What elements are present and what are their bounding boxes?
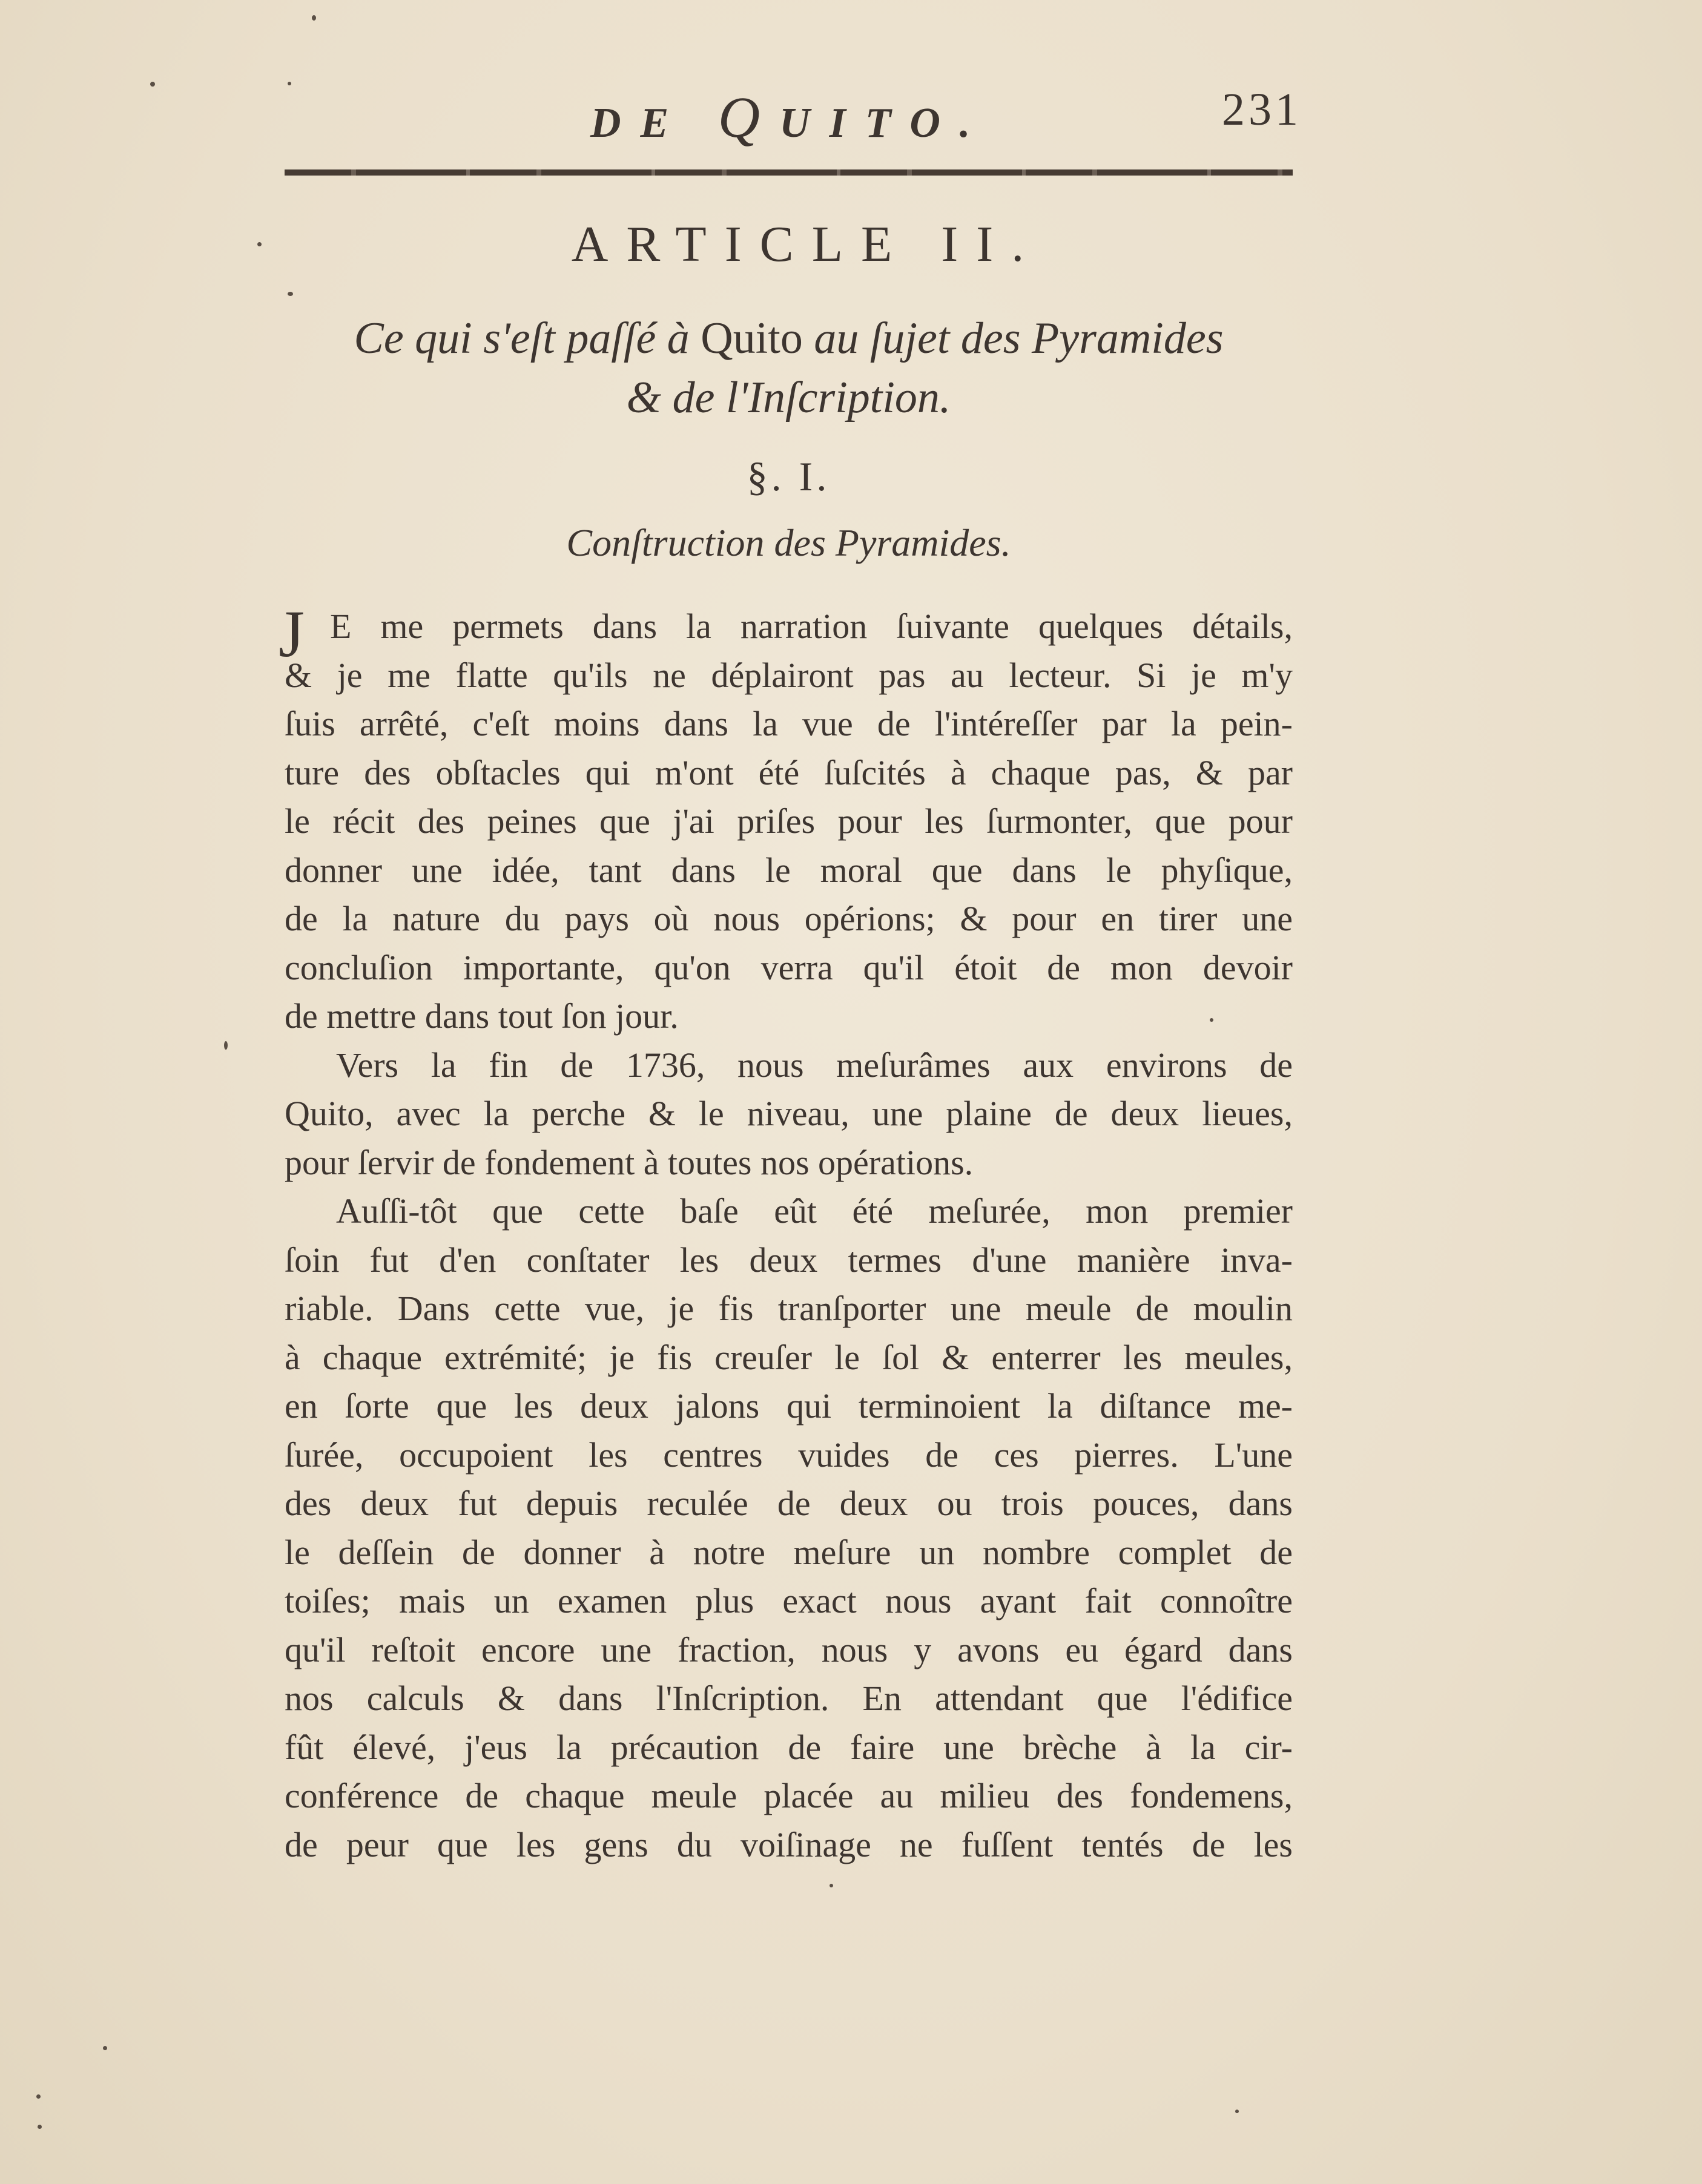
text-line: ſurée, occupoient les centres vuides de ces pierres. L'une [285,1435,1293,1475]
subtitle-place: Quito [701,314,803,363]
running-title-pre: DE [590,100,718,146]
section-mark: §. I. [747,453,831,499]
text-line: concluſion importante, qu'on verra qu'il étoit de mon devoir [285,947,1293,987]
text-line: Auſſi-tôt que cette baſe eût été meſurée, mon premier [336,1191,1293,1231]
paragraph-2 [285,1041,1293,1188]
paragraph-3 [285,1187,1293,1869]
paper-speck [257,242,262,246]
subtitle-part-1: Ce qui s'eſt paſſé à [354,314,701,363]
text-line: & je me flatte qu'ils ne déplairont pas au lecteur. Si je m'y [285,655,1293,695]
paper-speck [150,82,155,87]
text-line: qu'il reſtoit encore une fraction, nous y avons eu égard dans [285,1630,1293,1669]
text-line: ſuis arrêté, c'eſt moins dans la vue de l'intéreſſer par la pein- [285,704,1293,743]
paper-speck [312,15,316,21]
section-title: Conſtruction des Pyramides. [566,521,1011,564]
paper-speck [830,1884,833,1887]
article-subtitle [285,309,1293,427]
paper-speck [38,2125,42,2129]
subtitle-line-1 [285,309,1293,368]
text-line: ture des obſtacles qui m'ont été ſuſcités à chaque pas, & par [285,752,1293,792]
text-line: de mettre dans tout ſon jour. [285,996,679,1036]
text-line: le récit des peines que j'ai priſes pour les ſurmonter, que pour [285,801,1293,841]
text-line: E me permets dans la narration ſuivante quelques détails, [330,607,1293,646]
running-title [590,84,989,151]
subtitle-line-2: & de l'Inſcription. [626,373,951,423]
text-line: des deux fut depuis reculée de deux ou trois pouces, dans [285,1484,1293,1523]
text-line: toiſes; mais un examen plus exact nous ayant fait connoître [285,1581,1293,1620]
subtitle-part-2: au ſujet des Pyramides [802,314,1224,363]
page-number: 231 [1222,84,1302,135]
running-head [285,73,1302,150]
text-line: riable. Dans cette vue, je fis tranſporter une meule de moulin [285,1289,1293,1328]
paper-speck [36,2094,41,2099]
paper-speck [1235,2110,1239,2113]
text-line: nos calculs & dans l'Inſcription. En attendant que l'édifice [285,1679,1293,1718]
paper-speck [288,292,293,296]
running-title-initial: Q [717,85,780,150]
paper-speck [224,1041,228,1050]
text-line: Quito, avec la perche & le niveau, une plaine de deux lieues, [285,1094,1293,1133]
text-line: ſoin fut d'en conſtater les deux termes d'une manière inva- [285,1240,1293,1280]
text-line: donner une idée, tant dans le moral que dans le phyſique, [285,850,1293,890]
text-line: en ſorte que les deux jalons qui terminoient la diſtance me- [285,1386,1293,1426]
drop-cap: J [279,597,305,671]
text-line: de la nature du pays où nous opérions; & pour en tirer une [285,899,1293,938]
head-rule [285,169,1293,176]
paragraph-1 [279,597,1293,1041]
text-line: Vers la fin de 1736, nous meſurâmes aux environs de [336,1045,1293,1085]
body-text [279,597,1293,1869]
article-heading: ARTICLE II. [571,216,1043,272]
text-line: fût élevé, j'eus la précaution de faire une brèche à la cir- [285,1727,1293,1767]
paper-speck [103,2046,107,2050]
text-line: de peur que les gens du voiſinage ne fuſſent tentés de les [285,1824,1293,1864]
text-line: à chaque extrémité; je fis creuſer le ſol & enterrer les meules, [285,1337,1293,1377]
text-line: conférence de chaque meule placée au milieu des fondemens, [285,1776,1293,1815]
text-line: le deſſein de donner à notre meſure un nombre complet de [285,1532,1293,1572]
text-line: pour ſervir de fondement à toutes nos opérations. [285,1142,974,1182]
running-title-post: UITO. [779,100,990,146]
